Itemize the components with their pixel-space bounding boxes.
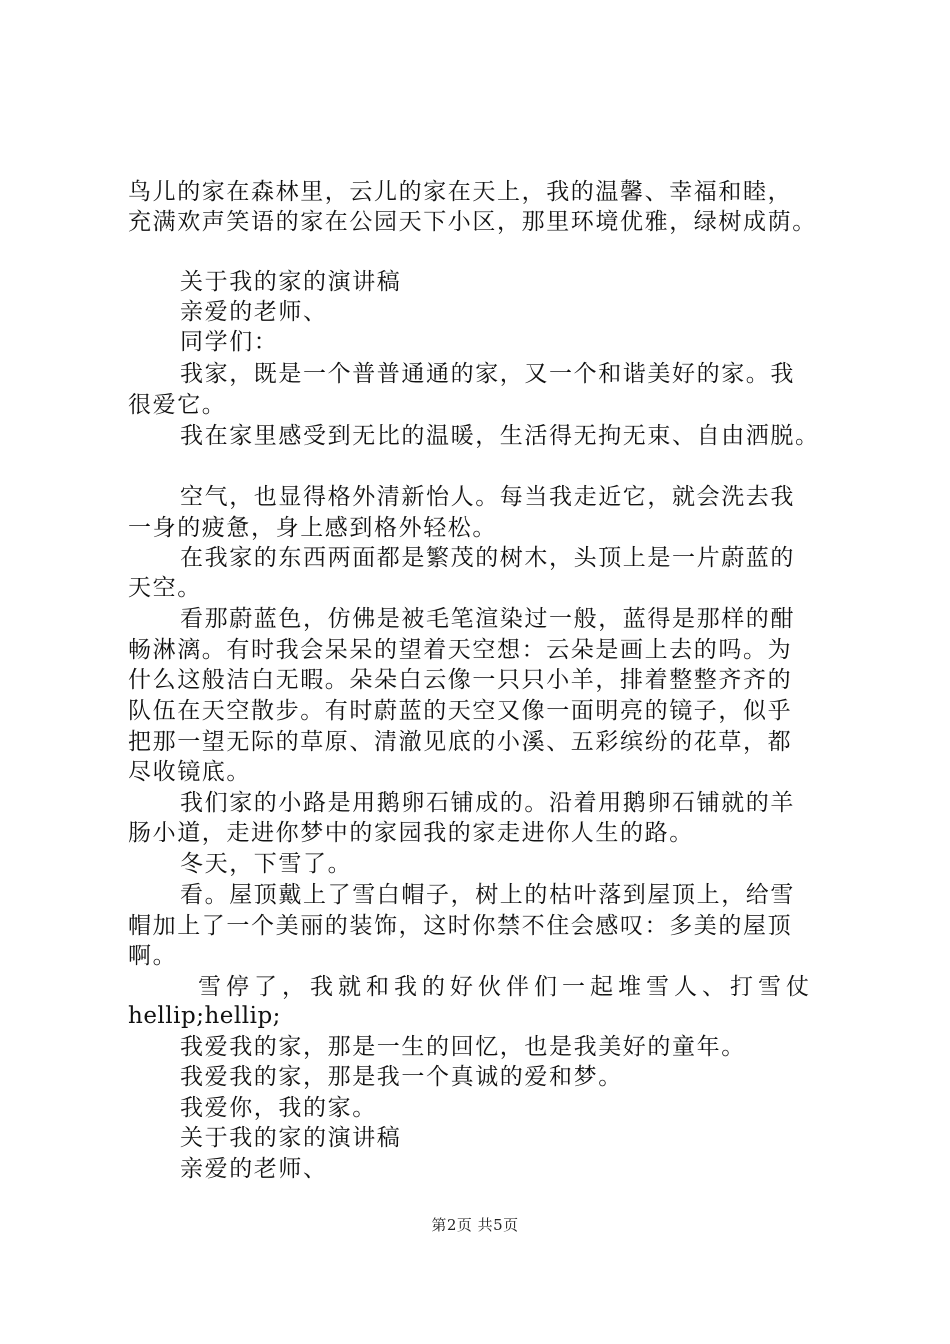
page-footer: 第2页 共5页 (431, 1216, 519, 1234)
paragraph-line: hellip;hellip; (128, 1003, 281, 1029)
paragraph-line: 在我家的东西两面都是繁茂的树木，头顶上是一片蔚蓝的 (180, 545, 795, 571)
paragraph-line: 什么这般洁白无暇。朵朵白云像一只只小羊，排着整整齐齐的 (128, 667, 793, 693)
paragraph-line: 我在家里感受到无比的温暖，生活得无拘无束、自由洒脱。 (180, 423, 820, 449)
paragraph-line: 鸟儿的家在森林里，云儿的家在天上，我的温馨、幸福和睦， (128, 179, 793, 205)
paragraph-line: 我们家的小路是用鹅卵石铺成的。沿着用鹅卵石铺就的羊 (180, 790, 795, 816)
salutation-line: 同学们： (180, 329, 279, 355)
paragraph-line: 我爱我的家，那是我一个真诚的爱和梦。 (180, 1064, 623, 1090)
speech-title: 关于我的家的演讲稿 (180, 269, 402, 295)
paragraph-line: 看。屋顶戴上了雪白帽子，树上的枯叶落到屋顶上，给雪 (180, 882, 795, 908)
paragraph-line: 把那一望无际的草原、清澈见底的小溪、五彩缤纷的花草，都 (128, 729, 793, 755)
paragraph-line: 冬天，下雪了。 (180, 851, 353, 877)
paragraph-line: 雪停了，我就和我的好伙伴们一起堆雪人、打雪仗 (198, 974, 814, 1000)
paragraph-line: 我爱我的家，那是一生的回忆，也是我美好的童年。 (180, 1034, 746, 1060)
paragraph-line: 天空。 (128, 575, 202, 601)
paragraph-line: 我爱你，我的家。 (180, 1095, 377, 1121)
paragraph-line: 啊。 (128, 943, 178, 969)
paragraph-line: 一身的疲惫，身上感到格外轻松。 (128, 515, 497, 541)
paragraph-line: 畅淋漓。有时我会呆呆的望着天空想：云朵是画上去的吗。为 (128, 637, 793, 663)
paragraph-line: 帽加上了一个美丽的装饰，这时你禁不住会感叹：多美的屋顶 (128, 913, 793, 939)
paragraph-line: 看那蔚蓝色，仿佛是被毛笔渲染过一般，蓝得是那样的酣 (180, 606, 795, 632)
paragraph-line: 队伍在天空散步。有时蔚蓝的天空又像一面明亮的镜子，似乎 (128, 698, 793, 724)
paragraph-line: 很爱它。 (128, 392, 227, 418)
paragraph-line: 空气，也显得格外清新怡人。每当我走近它，就会洗去我 (180, 484, 795, 510)
speech-title: 关于我的家的演讲稿 (180, 1125, 402, 1151)
paragraph-line: 肠小道，走进你梦中的家园我的家走进你人生的路。 (128, 820, 694, 846)
paragraph-line: 我家，既是一个普普通通的家，又一个和谐美好的家。我 (180, 361, 795, 387)
paragraph-line: 尽收镜底。 (128, 759, 251, 785)
paragraph-line: 充满欢声笑语的家在公园天下小区，那里环境优雅，绿树成荫。 (128, 209, 817, 235)
salutation-line: 亲爱的老师、 (180, 1156, 328, 1182)
salutation-line: 亲爱的老师、 (180, 299, 328, 325)
